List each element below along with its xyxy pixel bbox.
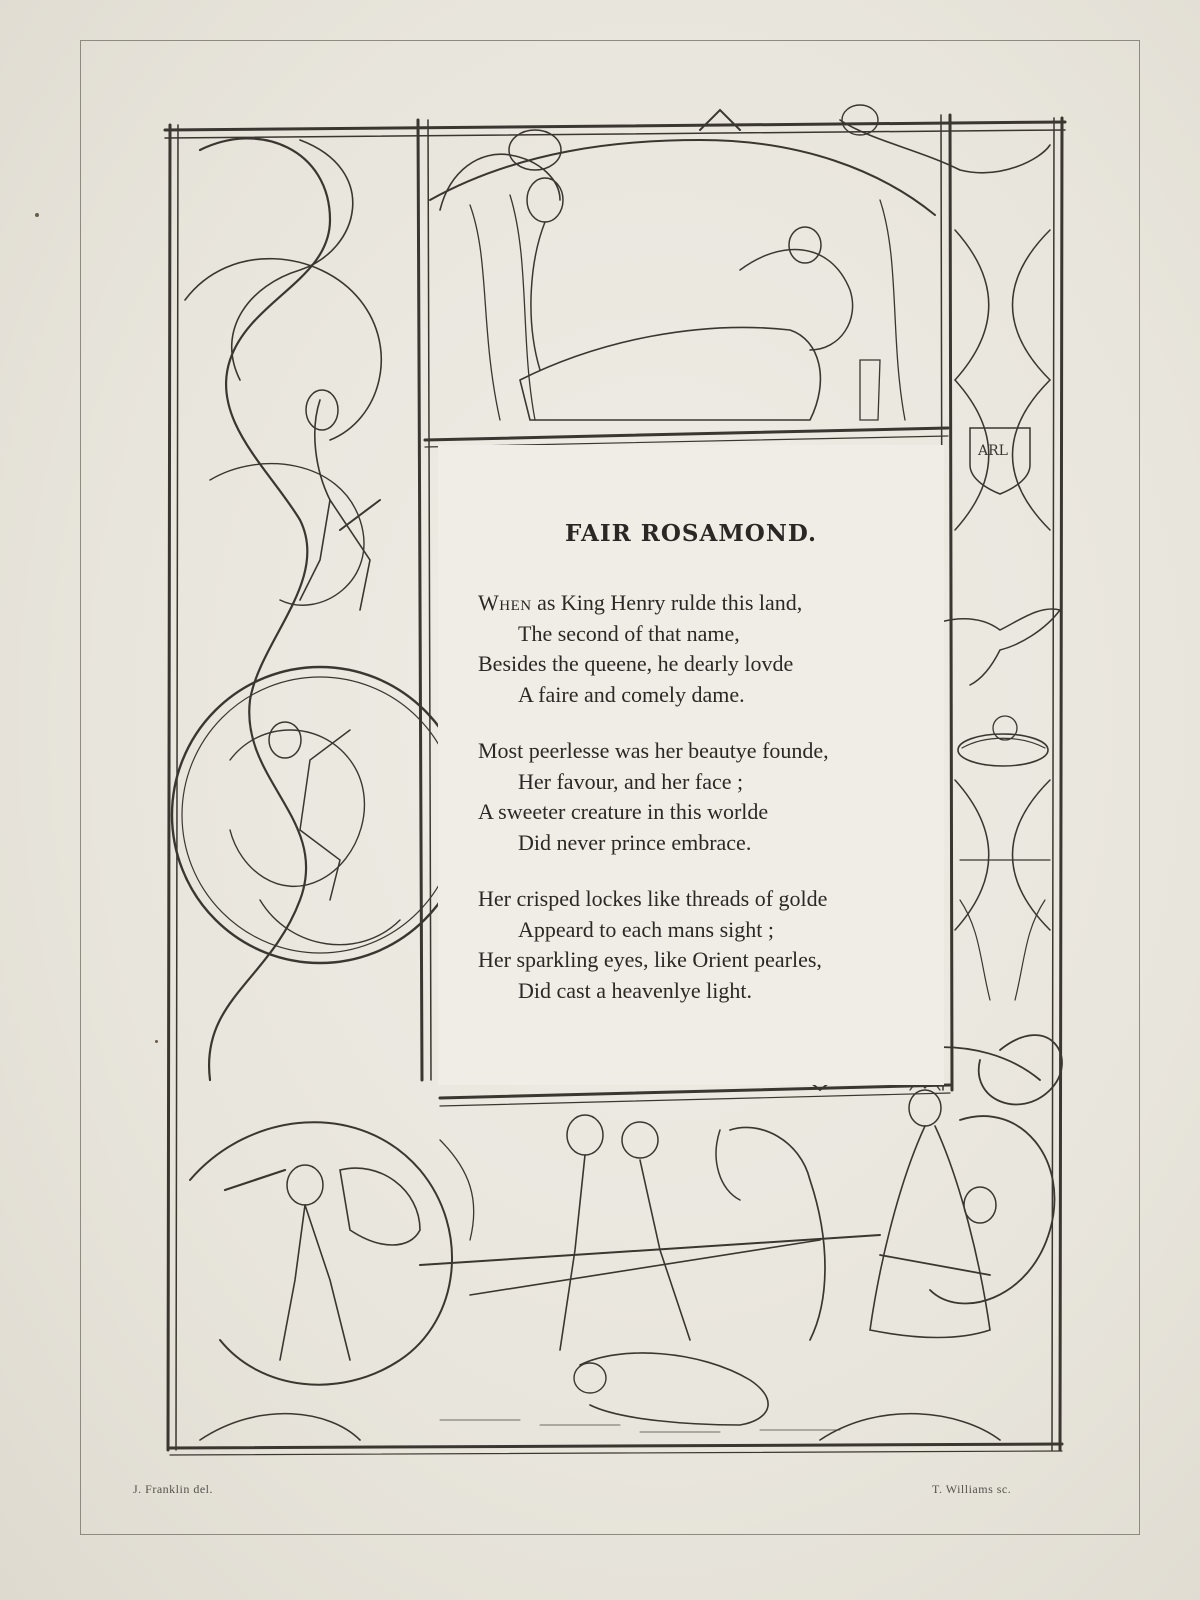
stanza-3	[478, 884, 938, 1006]
svg-text:ARL: ARL	[978, 443, 1008, 459]
poem-line: Her crisped lockes like threads of golde	[478, 886, 828, 911]
poem-body	[478, 588, 938, 1032]
poem-line: A sweeter creature in this worlde	[478, 799, 769, 824]
poem-line: Her sparkling eyes, like Orient pearles,	[478, 947, 822, 972]
designer-credit: J. Franklin del.	[133, 1482, 213, 1496]
poem-line: Besides the queene, he dearly lovde	[478, 651, 794, 676]
stanza-2	[478, 736, 938, 858]
stanza-1	[478, 588, 938, 710]
poem-title: FAIR ROSAMOND.	[565, 520, 817, 547]
poem-line: Appeard to each mans sight ;	[518, 916, 774, 942]
poem-line-lead-word: When	[478, 590, 532, 615]
paper-speck	[35, 213, 39, 217]
engraver-credit: T. Williams sc.	[932, 1482, 1012, 1496]
poem-line: Did cast a heavenlye light.	[518, 977, 752, 1003]
poem-line	[478, 588, 938, 619]
poem-line: Did never prince embrace.	[518, 829, 752, 855]
poem-line-text: as King Henry rulde this land,	[531, 590, 803, 615]
poem-line: A faire and comely dame.	[518, 681, 745, 707]
poem-line: Most peerlesse was her beautye founde,	[478, 738, 829, 763]
poem-line: Her favour, and her face ;	[518, 768, 744, 794]
paper-speck	[155, 1040, 158, 1043]
poem-line: The second of that name,	[518, 620, 740, 646]
